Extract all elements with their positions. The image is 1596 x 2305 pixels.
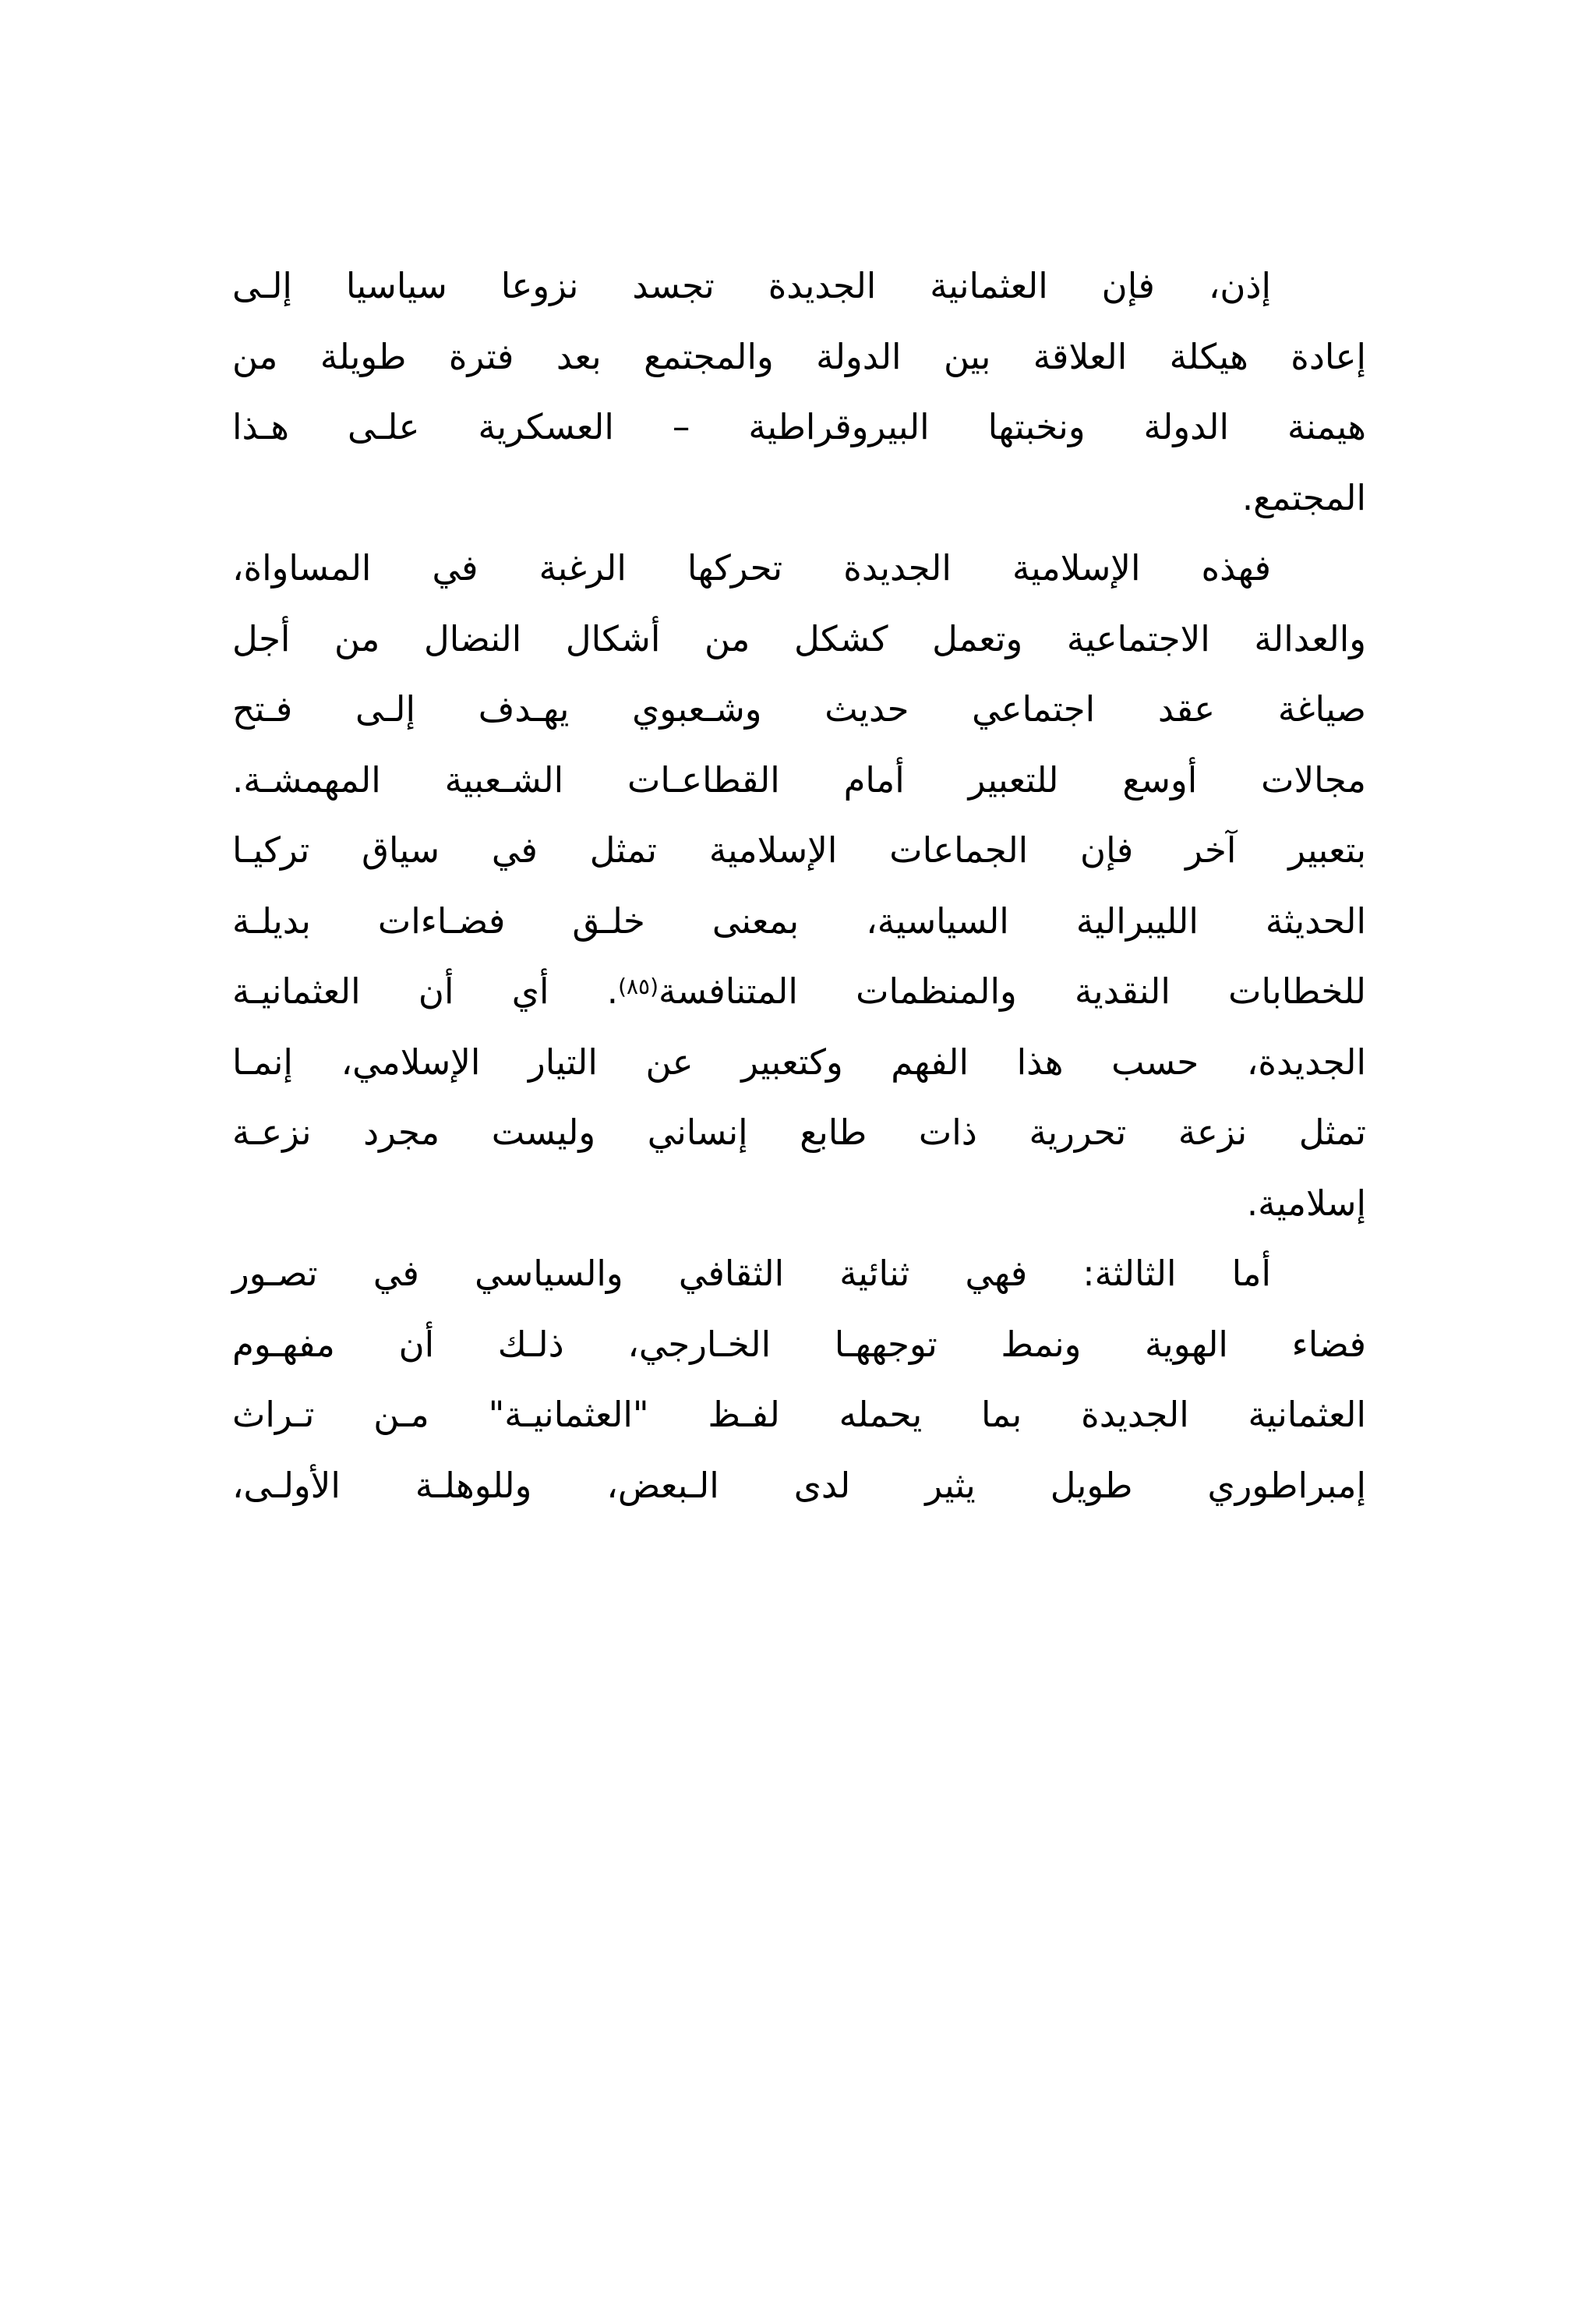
text-line: بتعبير آخر فإن الجماعات الإسلامية تمثل في سياق تركيـا	[232, 829, 1366, 871]
text-line: إذن، فإن العثمانية الجديدة تجسد نزوعا سياسيا إلـى	[232, 265, 1271, 306]
text-line: إمبراطوري طويل يثير لدى الـبعض، وللوهلـة الأولـى،	[232, 1464, 1366, 1506]
text-line: صياغة عقد اجتماعي حديث وشـعبوي يهـدف إلـى فـتح	[232, 688, 1366, 730]
text-line: فهذه الإسلامية الجديدة تحركها الرغبة في المساواة،	[232, 547, 1271, 589]
text-line: أما الثالثة: فهي ثنائية الثقافي والسياسي في تصـور	[232, 1253, 1271, 1294]
text-segment: للخطابات النقدية والمنظمات المتنافسة	[659, 970, 1366, 1012]
text-line: والعدالة الاجتماعية وتعمل كشكل من أشكال النضال من أجل	[232, 617, 1366, 659]
text-line: المجتمع.	[1241, 476, 1366, 518]
text-line: الجديدة، حسب هذا الفهم وكتعبير عن التيار الإسلامي، إنمـا	[232, 1041, 1366, 1083]
text-line: إسلامية.	[1246, 1182, 1366, 1224]
text-line: الحديثة الليبرالية السياسية، بمعنى خلـق فضـاءات بديلـة	[232, 900, 1366, 942]
paragraph-2	[232, 533, 1366, 1239]
text-line: مجالات أوسع للتعبير أمام القطاعـات الشـعبية المهمشـة.	[232, 758, 1366, 801]
text-segment: . أي أن العثمانيـة	[232, 970, 619, 1012]
body-text	[232, 251, 1366, 1521]
text-line: فضاء الهوية ونمط توجههـا الخـارجي، ذلـك أن مفهـوم	[232, 1323, 1366, 1365]
paragraph-1	[232, 251, 1366, 533]
text-line-with-footnote	[232, 956, 1366, 1027]
text-line: العثمانية الجديدة بما يحمله لفـظ "العثمانيـة" مـن تـراث	[232, 1394, 1366, 1435]
text-line: إعادة هيكلة العلاقة بين الدولة والمجتمع بعد فترة طويلة من	[232, 335, 1366, 377]
footnote-marker: (٨٥)	[618, 974, 659, 999]
text-line: هيمنة الدولة ونخبتها البيروقراطية – العسكرية علـى هـذا	[232, 406, 1366, 447]
paragraph-3	[232, 1239, 1366, 1521]
text-line: تمثل نزعة تحررية ذات طابع إنساني وليست مجرد نزعـة	[232, 1112, 1366, 1153]
